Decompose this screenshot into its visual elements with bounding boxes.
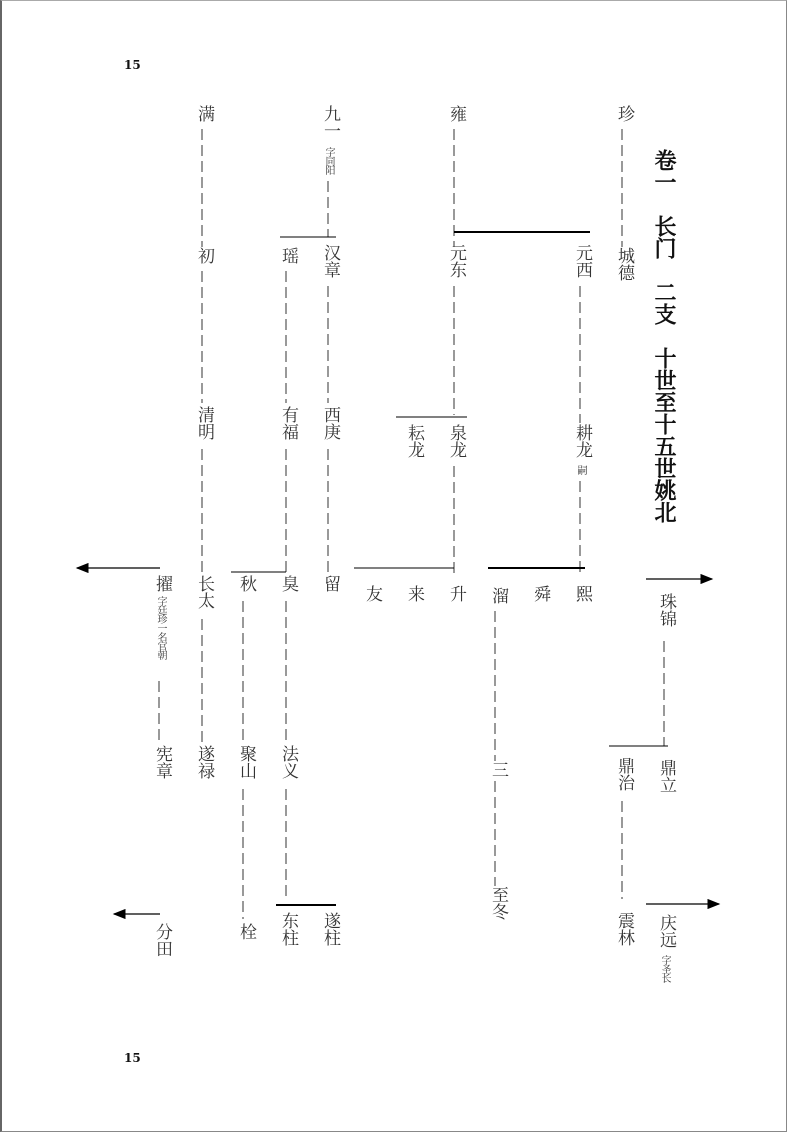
person-chengde: 城德 xyxy=(614,247,634,281)
person-sheng: 升 xyxy=(446,585,466,602)
person-shun: 舜 xyxy=(530,585,550,602)
person-chou: 臭 xyxy=(278,575,298,592)
page-title: 卷一 长门 二支 十世至十五世姚北 xyxy=(651,149,676,523)
person-fentian: 分田 xyxy=(152,923,172,957)
person-youfu: 有福 xyxy=(278,406,298,440)
person-jushan: 聚山 xyxy=(236,745,256,779)
page-number-top: 15 xyxy=(124,58,141,72)
person-liu2: 溜 xyxy=(488,587,508,604)
page-number-bottom: 15 xyxy=(124,1051,141,1065)
person-quanlong: 泉龙 xyxy=(446,424,466,458)
person-qiu: 秋 xyxy=(236,575,256,592)
person-yong: 雍 xyxy=(446,105,466,122)
person-chu: 初 xyxy=(194,247,214,264)
person-genglong: 耕龙 xyxy=(572,424,592,458)
person-suizhu: 遂柱 xyxy=(320,912,340,946)
person-xianzhang: 宪章 xyxy=(152,745,172,779)
person-jiuyi-note: 字同阳 xyxy=(323,147,334,174)
person-zhenlin: 震林 xyxy=(614,912,634,946)
person-zhuo: 擢 xyxy=(152,575,172,592)
person-qingming: 清明 xyxy=(194,406,214,440)
person-dingzhi: 鼎治 xyxy=(614,757,634,791)
person-shuan: 栓 xyxy=(236,923,256,940)
person-dongzhu: 东柱 xyxy=(278,912,298,946)
person-zhidong: 至冬 xyxy=(488,886,508,920)
person-qingyuan: 庆远 xyxy=(656,914,676,948)
person-xi: 熙 xyxy=(572,585,592,602)
person-liu: 留 xyxy=(320,575,340,592)
person-zhujin: 珠锦 xyxy=(656,593,676,627)
person-fayi: 法义 xyxy=(278,745,298,779)
person-you: 友 xyxy=(362,585,382,602)
person-yuandong: 元东 xyxy=(446,244,466,278)
person-dingli: 鼎立 xyxy=(656,759,676,793)
person-yunlong: 耘龙 xyxy=(404,424,424,458)
person-lai: 来 xyxy=(404,585,424,602)
person-xigeng: 西庚 xyxy=(320,406,340,440)
person-zhuo-note: 字廷珍一名官朝 xyxy=(155,596,166,659)
person-suilu: 遂禄 xyxy=(194,745,214,779)
person-yuanxi: 元西 xyxy=(572,244,592,278)
person-man: 满 xyxy=(194,105,214,122)
person-changtai: 长太 xyxy=(194,575,214,609)
person-yao: 瑶 xyxy=(278,247,298,264)
person-san: 三 xyxy=(488,761,508,778)
person-hanzhang: 汉章 xyxy=(320,244,340,278)
person-jiuyi: 九一 xyxy=(320,105,340,139)
person-zhen: 珍 xyxy=(614,105,634,122)
person-qingyuan-note: 字圣长 xyxy=(659,955,670,982)
person-genglong-note: 嗣 xyxy=(575,465,586,474)
